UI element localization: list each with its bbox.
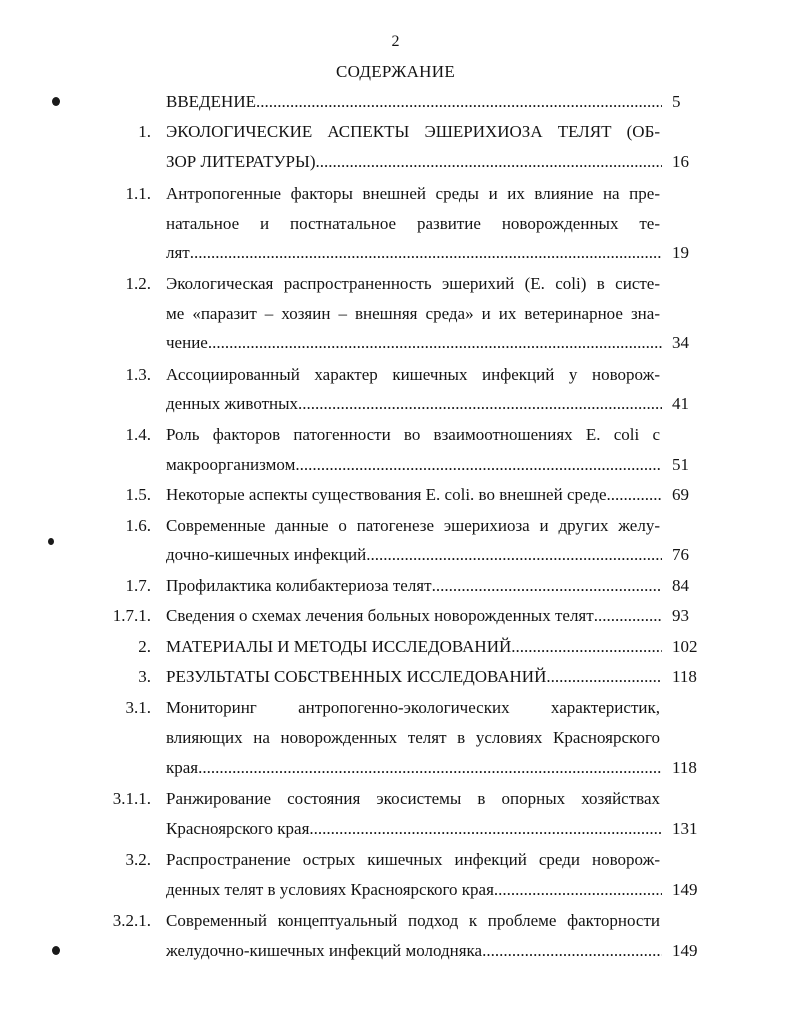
dot-leader (190, 241, 662, 265)
toc-entry-line: ме «паразит – хозяин – внешняя среда» и их ветеринарное зна- (166, 304, 660, 323)
dot-leader (298, 392, 662, 416)
dot-leader (366, 543, 662, 567)
toc-entry-label: дочно-кишечных инфекций (166, 545, 367, 564)
toc-entry-page: 19 (672, 243, 689, 262)
toc-entry-title (166, 453, 662, 477)
dot-leader (198, 756, 662, 780)
dot-leader (607, 483, 662, 507)
dot-leader (511, 635, 662, 659)
toc-entry-page: 149 (672, 880, 698, 899)
toc-entry-label: ЗОР ЛИТЕРАТУРЫ) (166, 152, 316, 171)
toc-entry-line: Современные данные о патогенезе эшерихиоза и других желу- (166, 516, 660, 535)
toc-entry-title (166, 939, 662, 963)
toc-entry-title (166, 543, 662, 567)
toc-entry-label: Красноярского края (166, 819, 310, 838)
toc-entry-line: Мониторинг антропогенно-экологических характеристик, (166, 698, 660, 717)
toc-entry-title (166, 635, 662, 659)
toc-entry-title (166, 483, 662, 507)
toc-entry-number: 3. (138, 667, 151, 686)
toc-entry-title (166, 392, 662, 416)
toc-entry-label: РЕЗУЛЬТАТЫ СОБСТВЕННЫХ ИССЛЕДОВАНИЙ (166, 667, 547, 686)
dot-leader (546, 665, 662, 689)
toc-entry-line: Ранжирование состояния экосистемы в опорных хозяйствах (166, 789, 660, 808)
toc-entry-number: 1.1. (125, 184, 151, 203)
toc-entry-number: 3.1. (125, 698, 151, 717)
toc-entry-number: 3.2. (125, 850, 151, 869)
toc-entry-line: натальное и постнатальное развитие новорожденных те- (166, 214, 660, 233)
toc-entry-page: 51 (672, 455, 689, 474)
margin-dot-3 (52, 946, 60, 955)
toc-entry-page: 93 (672, 606, 689, 625)
toc-entry-page: 131 (672, 819, 698, 838)
dot-leader (309, 817, 662, 841)
toc-entry-title (166, 604, 662, 628)
toc-entry-number: 1. (138, 122, 151, 141)
toc-entry-title (166, 150, 662, 174)
toc-entry-label: МАТЕРИАЛЫ И МЕТОДЫ ИССЛЕДОВАНИЙ (166, 637, 512, 656)
dot-leader (295, 453, 662, 477)
toc-entry-title (166, 817, 662, 841)
toc-entry-number: 3.2.1. (112, 911, 151, 930)
toc-entry-title (166, 331, 662, 355)
toc-entry-page: 149 (672, 941, 698, 960)
toc-entry-line: Ассоциированный характер кишечных инфекций у новорож- (166, 365, 660, 384)
toc-entry-title (166, 90, 662, 114)
toc-entry-number: 1.3. (125, 365, 151, 384)
toc-entry-number: 2. (138, 637, 151, 656)
toc-entry-label: Профилактика колибактериоза телят (166, 576, 432, 595)
toc-entry-page: 69 (672, 485, 689, 504)
toc-entry-line: ЭКОЛОГИЧЕСКИЕ АСПЕКТЫ ЭШЕРИХИОЗА ТЕЛЯТ (ОБ- (166, 122, 660, 141)
dot-leader (494, 878, 662, 902)
toc-entry-page: 84 (672, 576, 689, 595)
dot-leader (432, 574, 662, 598)
toc-entry-line: Экологическая распространенность эшерихий (E. coli) в систе- (166, 274, 660, 293)
margin-dot-1 (52, 97, 60, 106)
toc-entry-label: ВВЕДЕНИЕ (166, 92, 256, 111)
dot-leader (482, 939, 662, 963)
toc-entry-line: Распространение острых кишечных инфекций среди новорож- (166, 850, 660, 869)
toc-entry-label: желудочно-кишечных инфекций молодняка (166, 941, 483, 960)
toc-entry-title (166, 241, 662, 265)
toc-entry-label: денных телят в условиях Красноярского края (166, 880, 494, 899)
toc-entry-page: 34 (672, 333, 689, 352)
toc-entry-number: 1.2. (125, 274, 151, 293)
toc-entry-label: Некоторые аспекты существования E. coli. во внешней среде (166, 485, 607, 504)
toc-entry-number: 1.7. (125, 576, 151, 595)
toc-entry-label: Сведения о схемах лечения больных новорожденных телят (166, 606, 594, 625)
toc-entry-page: 16 (672, 152, 689, 171)
toc-entry-page: 102 (672, 637, 698, 656)
page-number: 2 (391, 33, 400, 50)
toc-entry-line: влияющих на новорожденных телят в условиях Красноярского (166, 728, 660, 747)
toc-entry-number: 1.4. (125, 425, 151, 444)
toc-entry-number: 3.1.1. (112, 789, 151, 808)
toc-entry-label: денных животных (166, 394, 299, 413)
toc-entry-label: макроорганизмом (166, 455, 296, 474)
toc-entry-line: Роль факторов патогенности во взаимоотношениях E. coli с (166, 425, 660, 444)
toc-entry-page: 41 (672, 394, 689, 413)
toc-entry-title (166, 574, 662, 598)
toc-entry-number: 1.5. (125, 485, 151, 504)
dot-leader (208, 331, 662, 355)
toc-entry-label: чение (166, 333, 208, 352)
toc-entry-label: лят (166, 243, 190, 262)
toc-entry-title (166, 756, 662, 780)
toc-entry-page: 76 (672, 545, 689, 564)
toc-entry-line: Современный концептуальный подход к проблеме факторности (166, 911, 660, 930)
toc-entry-title (166, 665, 662, 689)
toc-entry-number: 1.7.1. (112, 606, 151, 625)
toc-entry-page: 5 (672, 92, 681, 111)
toc-entry-line: Антропогенные факторы внешней среды и их влияние на пре- (166, 184, 660, 203)
dot-leader (256, 90, 662, 114)
toc-entry-page: 118 (672, 667, 697, 686)
toc-entry-title (166, 878, 662, 902)
toc-title: СОДЕРЖАНИЕ (335, 62, 456, 81)
margin-dot-2 (48, 538, 54, 545)
toc-entry-label: края (166, 758, 199, 777)
toc-entry-number: 1.6. (125, 516, 151, 535)
dot-leader (316, 150, 663, 174)
toc-entry-page: 118 (672, 758, 697, 777)
dot-leader (594, 604, 662, 628)
